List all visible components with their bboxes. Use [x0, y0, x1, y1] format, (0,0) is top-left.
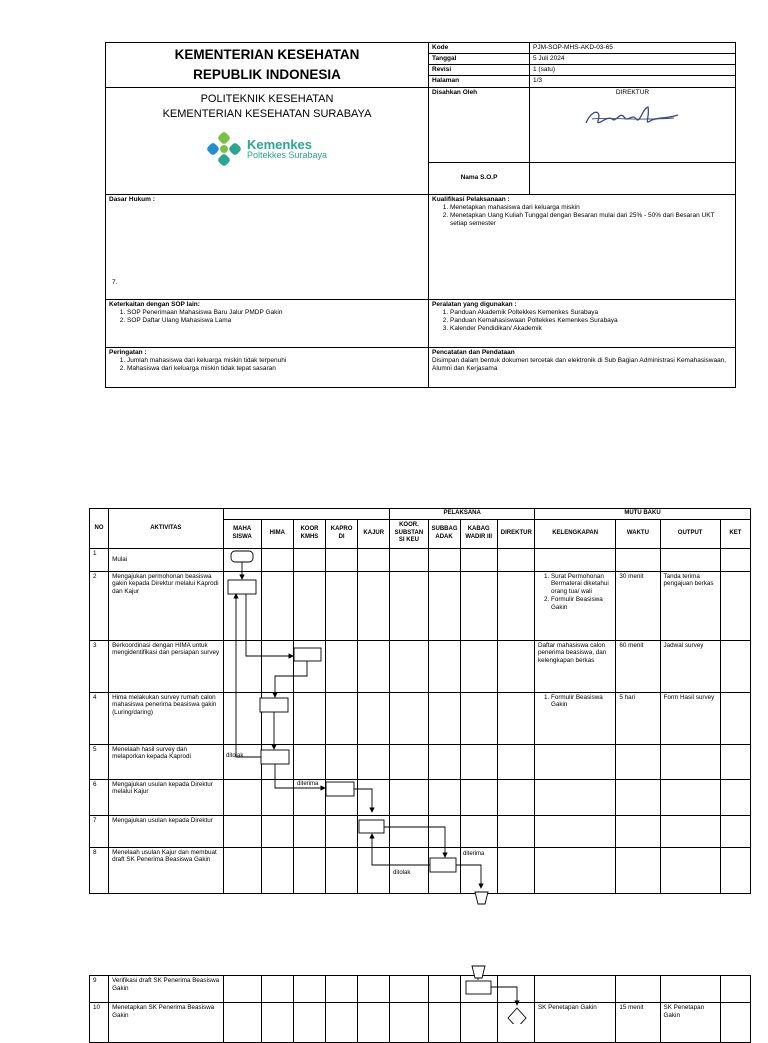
list-item: 3. Kalender Pendidikan/ Akademik: [450, 325, 732, 333]
diterima-label: diterima: [463, 851, 485, 857]
institution-cell: [106, 87, 429, 194]
kemenkes-logo-icon: [207, 132, 241, 166]
peringatan-label: Peringatan :: [109, 348, 147, 356]
keterkaitan-cell: [106, 299, 429, 347]
row-aktivitas: Mulai: [109, 548, 224, 571]
list-item: 2. Formulir Beasiswa Gakin: [551, 596, 612, 612]
keterkaitan-list: [109, 309, 425, 325]
row-output: Jadwal survey: [660, 640, 720, 692]
actor-header: SUBBAG ADAK: [428, 519, 460, 548]
flow-table: [89, 508, 751, 894]
row-waktu: 5 hari: [616, 692, 660, 744]
col-output: OUTPUT: [660, 519, 720, 548]
direktur-cell: [530, 87, 736, 162]
meta-key: Tanggal: [429, 54, 530, 65]
actor-header: HIMA: [261, 519, 293, 548]
list-item: 2. SOP Daftar Ulang Mahasiswa Lama: [127, 317, 425, 325]
row-no: 2: [90, 571, 109, 640]
row-aktivitas: Hima melakukan survey rumah calon mahasiswa penerima beasiswa gakin (Luring/daring): [109, 692, 224, 744]
peringatan-cell: [106, 347, 429, 387]
row-aktivitas: Verifikasi draft SK Penerima Beasiswa Gakin: [109, 976, 224, 1003]
ditolak-label: ditolak: [226, 753, 244, 759]
row-no: 4: [90, 692, 109, 744]
table-row: [90, 744, 751, 779]
row-no: 6: [90, 779, 109, 815]
row-aktivitas: Menetapkan SK Penerima Beasiswa Gakin: [109, 1003, 224, 1043]
peralatan-cell: [429, 299, 736, 347]
row-no: 7: [90, 815, 109, 847]
direktur-label: DIREKTUR: [615, 88, 650, 96]
disahkan-label: Disahkan Oleh: [429, 87, 530, 162]
row-waktu: 15 menit: [616, 1003, 660, 1043]
sop-header-table: [105, 42, 736, 388]
table-row: [90, 847, 751, 893]
row-aktivitas: Mengajukan usulan kepada Direktur: [109, 815, 224, 847]
table-row: [90, 1003, 751, 1043]
list-item: 1. Menetapkan mahasiswa dari keluarga miskin: [450, 204, 732, 212]
row-aktivitas: Mengajukan permohonan beasiswa gakin kepada Direktur melalui Kaprodi dan Kajur: [109, 571, 224, 640]
kemenkes-logo: [109, 132, 425, 166]
pelaksana-header: PELAKSANA: [390, 509, 535, 520]
row-output: SK Penetapan Gakin: [660, 1003, 720, 1043]
peralatan-label: Peralatan yang digunakan :: [432, 300, 517, 308]
ditolak-label: ditolak: [393, 870, 411, 876]
meta-key: Kode: [429, 43, 530, 54]
dasar-hukum-cell: [106, 194, 429, 299]
nama-sop-value: [530, 162, 736, 194]
kualifikasi-cell: [429, 194, 736, 299]
row-no: 1: [90, 548, 109, 571]
actor-header: KABAG WADIR III: [460, 519, 497, 548]
actor-header: MAHA SISWA: [223, 519, 261, 548]
keterkaitan-label: Keterkaitan dengan SOP lain:: [109, 300, 200, 308]
list-item: 2. Menetapkan Uang Kuliah Tunggal dengan Besaran mulai dari 25% - 50% dari Besaran UKT setiap semester: [450, 212, 732, 228]
kualifikasi-list: [432, 204, 732, 228]
row-aktivitas: Mengajukan usulan kepada Direktur melalui Kajur: [109, 779, 224, 815]
table-row: [90, 571, 751, 640]
row-no: 3: [90, 640, 109, 692]
table-row: [90, 548, 751, 571]
row-kelengkapan: [534, 571, 615, 640]
list-item: 1. Formulir Beasiswa Gakin: [551, 694, 612, 710]
meta-value: 1/3: [530, 76, 736, 87]
institution-line2: KEMENTERIAN KESEHATAN SURABAYA: [162, 107, 372, 120]
actor-header: KAJUR: [358, 519, 390, 548]
col-waktu: WAKTU: [616, 519, 660, 548]
col-no: NO: [90, 509, 109, 549]
row-no: 9: [90, 976, 109, 1003]
meta-key: Halaman: [429, 76, 530, 87]
row-aktivitas: Menelaah usulan Kajur dan membuat draft SK Penerima Beasiswa Gakin: [109, 847, 224, 893]
flow-table-continued: [89, 975, 751, 1043]
logo-text-kemenkes: Kemenkes: [246, 136, 313, 152]
row-kelengkapan: SK Penetapan Gakin: [534, 1003, 615, 1043]
row-aktivitas: Menelaah hasil survey dan melaporkan kepada Kaprodi: [109, 744, 224, 779]
dasar-hukum-item: 7.: [112, 278, 118, 286]
list-item: 1. SOP Penerimaan Mahasiswa Baru Jalur PMDP Gakin: [127, 309, 425, 317]
diterima-label: diterima: [297, 781, 319, 787]
row-waktu: 30 menit: [616, 571, 660, 640]
col-ket: KET: [720, 519, 750, 548]
list-item: 1. Surat Permohonan Bermaterai diketahui orang tua/ wali: [551, 573, 612, 597]
actor-header: KOOR. SUBSTAN SI KEU: [390, 519, 428, 548]
flow-offpage-connector: [475, 892, 488, 904]
ministry-line2: REPUBLIK INDONESIA: [193, 66, 341, 82]
logo-text-poltekkes: Poltekkes Surabaya: [246, 150, 328, 161]
table-row: [90, 692, 751, 744]
pencatatan-cell: [429, 347, 736, 387]
dasar-hukum-label: Dasar Hukum :: [109, 195, 155, 203]
actor-header: DIREKTUR: [497, 519, 534, 548]
actor-header: KAPRO DI: [326, 519, 358, 548]
nama-sop-label: Nama S.O.P: [429, 162, 530, 194]
institution-line1: POLITEKNIK KESEHATAN: [200, 92, 334, 105]
peringatan-list: [109, 357, 425, 373]
actor-header: KOOR KMHS: [293, 519, 325, 548]
row-no: 10: [90, 1003, 109, 1043]
ministry-title: [106, 43, 429, 88]
list-item: 1. Panduan Akademik Poltekkes Kemenkes Surabaya: [450, 309, 732, 317]
signature-image: [578, 97, 688, 137]
row-kelengkapan: [534, 692, 615, 744]
meta-value: PJM-SOP-MHS-AKD-03-65: [530, 43, 736, 54]
mutu-baku-header: MUTU BAKU: [534, 509, 750, 520]
col-kelengkapan: KELENGKAPAN: [534, 519, 615, 548]
table-row: [90, 976, 751, 1003]
list-item: 2. Panduan Kemahasiswaan Poltekkes Kemenkes Surabaya: [450, 317, 732, 325]
peralatan-list: [432, 309, 732, 333]
list-item: 1. Jumlah mahasiswa dari keluarga miskin tidak terpenuhi: [127, 357, 425, 365]
row-output: Tanda terima pengajuan berkas: [660, 571, 720, 640]
table-row: [90, 779, 751, 815]
table-row: [90, 640, 751, 692]
row-kelengkapan: Daftar mahasiswa calon penerima beasiswa, dan kelengkapan berkas: [534, 640, 615, 692]
row-waktu: 60 menit: [616, 640, 660, 692]
list-item: 2. Mahasiswa dari keluarga miskin tidak tepat sasaran: [127, 365, 425, 373]
table-row: [90, 815, 751, 847]
row-output: Form Hasil survey: [660, 692, 720, 744]
pencatatan-label: Pencatatan dan Pendataan: [432, 348, 515, 356]
ministry-line1: KEMENTERIAN KESEHATAN: [174, 47, 360, 63]
row-no: 5: [90, 744, 109, 779]
meta-value: 1 (satu): [530, 65, 736, 76]
row-no: 8: [90, 847, 109, 893]
pencatatan-text: Disimpan dalam bentuk dokumen tercetak dan elektronik di Sub Bagian Administrasi Kemahasiswaan, Alumni dan Kerjasama: [432, 356, 727, 372]
kualifikasi-label: Kualifikasi Pelaksanaan :: [432, 195, 510, 203]
col-aktivitas: AKTIVITAS: [109, 509, 224, 549]
row-aktivitas: Berkoordinasi dengan HIMA untuk mengidentifikasi dan persiapan survey: [109, 640, 224, 692]
meta-key: Revisi: [429, 65, 530, 76]
meta-value: 5 Juli 2024: [530, 54, 736, 65]
